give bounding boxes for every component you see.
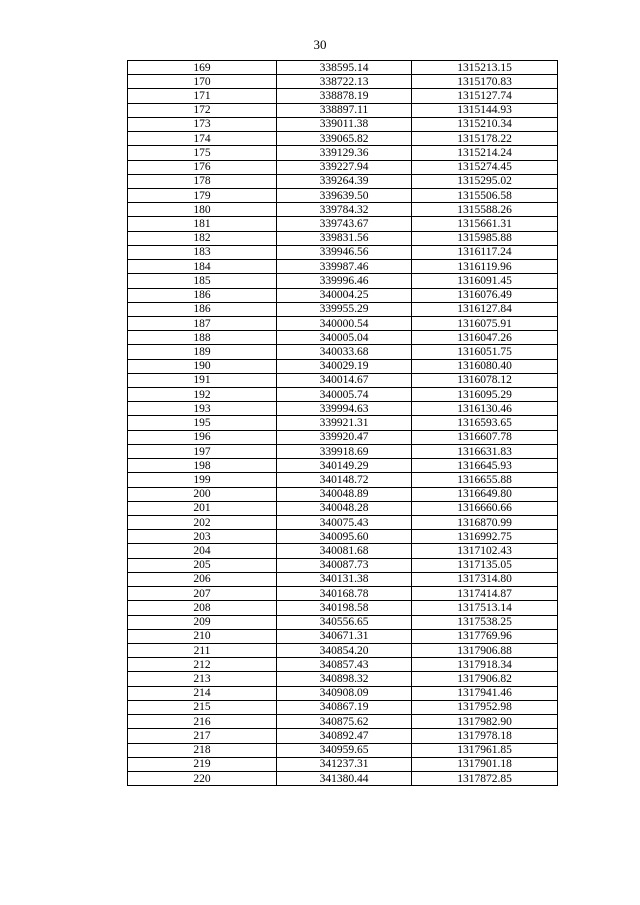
point-number-cell: 187 bbox=[128, 316, 277, 330]
point-number-cell: 184 bbox=[128, 260, 277, 274]
y-coordinate-cell: 1316095.29 bbox=[412, 388, 558, 402]
table-row bbox=[128, 359, 558, 373]
table-row bbox=[128, 516, 558, 530]
table-row bbox=[128, 288, 558, 302]
x-coordinate-cell: 339918.69 bbox=[277, 444, 412, 458]
x-coordinate-cell: 340149.29 bbox=[277, 459, 412, 473]
point-number-cell: 208 bbox=[128, 601, 277, 615]
x-coordinate-cell: 339955.29 bbox=[277, 302, 412, 316]
point-number-cell: 169 bbox=[128, 61, 277, 75]
point-number-cell: 220 bbox=[128, 771, 277, 785]
point-number-cell: 189 bbox=[128, 345, 277, 359]
y-coordinate-cell: 1315295.02 bbox=[412, 174, 558, 188]
coordinate-table bbox=[127, 60, 558, 786]
table-row bbox=[128, 302, 558, 316]
y-coordinate-cell: 1317906.82 bbox=[412, 672, 558, 686]
y-coordinate-cell: 1316655.88 bbox=[412, 473, 558, 487]
point-number-cell: 207 bbox=[128, 587, 277, 601]
point-number-cell: 201 bbox=[128, 501, 277, 515]
table-row bbox=[128, 729, 558, 743]
x-coordinate-cell: 339784.32 bbox=[277, 203, 412, 217]
x-coordinate-cell: 339920.47 bbox=[277, 430, 412, 444]
point-number-cell: 202 bbox=[128, 516, 277, 530]
table-row bbox=[128, 188, 558, 202]
y-coordinate-cell: 1316051.75 bbox=[412, 345, 558, 359]
x-coordinate-cell: 340014.67 bbox=[277, 373, 412, 387]
table-row bbox=[128, 700, 558, 714]
point-number-cell: 204 bbox=[128, 544, 277, 558]
table-row bbox=[128, 146, 558, 160]
x-coordinate-cell: 338722.13 bbox=[277, 75, 412, 89]
table-row bbox=[128, 260, 558, 274]
table-row bbox=[128, 231, 558, 245]
point-number-cell: 219 bbox=[128, 757, 277, 771]
x-coordinate-cell: 340148.72 bbox=[277, 473, 412, 487]
x-coordinate-cell: 340908.09 bbox=[277, 686, 412, 700]
y-coordinate-cell: 1317872.85 bbox=[412, 771, 558, 785]
point-number-cell: 212 bbox=[128, 658, 277, 672]
x-coordinate-cell: 340000.54 bbox=[277, 316, 412, 330]
table-row bbox=[128, 629, 558, 643]
table-row bbox=[128, 757, 558, 771]
y-coordinate-cell: 1315127.74 bbox=[412, 89, 558, 103]
table-row bbox=[128, 501, 558, 515]
x-coordinate-cell: 340004.25 bbox=[277, 288, 412, 302]
point-number-cell: 176 bbox=[128, 160, 277, 174]
y-coordinate-cell: 1317314.80 bbox=[412, 572, 558, 586]
y-coordinate-cell: 1317941.46 bbox=[412, 686, 558, 700]
point-number-cell: 217 bbox=[128, 729, 277, 743]
x-coordinate-cell: 339129.36 bbox=[277, 146, 412, 160]
x-coordinate-cell: 340131.38 bbox=[277, 572, 412, 586]
table-row bbox=[128, 373, 558, 387]
x-coordinate-cell: 340029.19 bbox=[277, 359, 412, 373]
table-row bbox=[128, 217, 558, 231]
x-coordinate-cell: 340867.19 bbox=[277, 700, 412, 714]
x-coordinate-cell: 340168.78 bbox=[277, 587, 412, 601]
y-coordinate-cell: 1317961.85 bbox=[412, 743, 558, 757]
table-row bbox=[128, 274, 558, 288]
table-row bbox=[128, 160, 558, 174]
x-coordinate-cell: 340005.04 bbox=[277, 331, 412, 345]
point-number-cell: 181 bbox=[128, 217, 277, 231]
page-number: 30 bbox=[313, 37, 327, 52]
table-row bbox=[128, 174, 558, 188]
table-row bbox=[128, 316, 558, 330]
y-coordinate-cell: 1315506.58 bbox=[412, 188, 558, 202]
table-row bbox=[128, 487, 558, 501]
y-coordinate-cell: 1316076.49 bbox=[412, 288, 558, 302]
table-row bbox=[128, 103, 558, 117]
y-coordinate-cell: 1316649.80 bbox=[412, 487, 558, 501]
table-row bbox=[128, 601, 558, 615]
point-number-cell: 179 bbox=[128, 188, 277, 202]
point-number-cell: 206 bbox=[128, 572, 277, 586]
x-coordinate-cell: 340892.47 bbox=[277, 729, 412, 743]
table-row bbox=[128, 331, 558, 345]
table-row bbox=[128, 743, 558, 757]
x-coordinate-cell: 340005.74 bbox=[277, 388, 412, 402]
point-number-cell: 205 bbox=[128, 558, 277, 572]
y-coordinate-cell: 1315661.31 bbox=[412, 217, 558, 231]
y-coordinate-cell: 1317982.90 bbox=[412, 715, 558, 729]
point-number-cell: 172 bbox=[128, 103, 277, 117]
y-coordinate-cell: 1317538.25 bbox=[412, 615, 558, 629]
point-number-cell: 215 bbox=[128, 700, 277, 714]
point-number-cell: 198 bbox=[128, 459, 277, 473]
y-coordinate-cell: 1316080.40 bbox=[412, 359, 558, 373]
table-row bbox=[128, 117, 558, 131]
y-coordinate-cell: 1317901.18 bbox=[412, 757, 558, 771]
x-coordinate-cell: 340087.73 bbox=[277, 558, 412, 572]
point-number-cell: 195 bbox=[128, 416, 277, 430]
y-coordinate-cell: 1316631.83 bbox=[412, 444, 558, 458]
table-row bbox=[128, 89, 558, 103]
y-coordinate-cell: 1317769.96 bbox=[412, 629, 558, 643]
point-number-cell: 180 bbox=[128, 203, 277, 217]
x-coordinate-cell: 339994.63 bbox=[277, 402, 412, 416]
table-row bbox=[128, 132, 558, 146]
table-row bbox=[128, 402, 558, 416]
y-coordinate-cell: 1317918.34 bbox=[412, 658, 558, 672]
y-coordinate-cell: 1315178.22 bbox=[412, 132, 558, 146]
point-number-cell: 174 bbox=[128, 132, 277, 146]
x-coordinate-cell: 339921.31 bbox=[277, 416, 412, 430]
table-row bbox=[128, 530, 558, 544]
y-coordinate-cell: 1315985.88 bbox=[412, 231, 558, 245]
y-coordinate-cell: 1316091.45 bbox=[412, 274, 558, 288]
point-number-cell: 190 bbox=[128, 359, 277, 373]
point-number-cell: 216 bbox=[128, 715, 277, 729]
y-coordinate-cell: 1317906.88 bbox=[412, 643, 558, 657]
table-row bbox=[128, 558, 558, 572]
x-coordinate-cell: 340854.20 bbox=[277, 643, 412, 657]
table-row bbox=[128, 444, 558, 458]
y-coordinate-cell: 1316870.99 bbox=[412, 516, 558, 530]
point-number-cell: 175 bbox=[128, 146, 277, 160]
y-coordinate-cell: 1315588.26 bbox=[412, 203, 558, 217]
y-coordinate-cell: 1317513.14 bbox=[412, 601, 558, 615]
x-coordinate-cell: 339065.82 bbox=[277, 132, 412, 146]
table-row bbox=[128, 416, 558, 430]
y-coordinate-cell: 1315170.83 bbox=[412, 75, 558, 89]
table-row bbox=[128, 75, 558, 89]
x-coordinate-cell: 339639.50 bbox=[277, 188, 412, 202]
point-number-cell: 173 bbox=[128, 117, 277, 131]
y-coordinate-cell: 1317952.98 bbox=[412, 700, 558, 714]
table-row bbox=[128, 686, 558, 700]
x-coordinate-cell: 339011.38 bbox=[277, 117, 412, 131]
x-coordinate-cell: 340048.28 bbox=[277, 501, 412, 515]
table-row bbox=[128, 715, 558, 729]
point-number-cell: 186 bbox=[128, 288, 277, 302]
x-coordinate-cell: 339946.56 bbox=[277, 245, 412, 259]
table-row bbox=[128, 388, 558, 402]
y-coordinate-cell: 1316130.46 bbox=[412, 402, 558, 416]
table-row bbox=[128, 473, 558, 487]
y-coordinate-cell: 1316645.93 bbox=[412, 459, 558, 473]
y-coordinate-cell: 1316660.66 bbox=[412, 501, 558, 515]
point-number-cell: 211 bbox=[128, 643, 277, 657]
table-row bbox=[128, 203, 558, 217]
point-number-cell: 200 bbox=[128, 487, 277, 501]
y-coordinate-cell: 1315144.93 bbox=[412, 103, 558, 117]
point-number-cell: 196 bbox=[128, 430, 277, 444]
table-row bbox=[128, 643, 558, 657]
point-number-cell: 218 bbox=[128, 743, 277, 757]
x-coordinate-cell: 341237.31 bbox=[277, 757, 412, 771]
x-coordinate-cell: 339264.39 bbox=[277, 174, 412, 188]
point-number-cell: 170 bbox=[128, 75, 277, 89]
x-coordinate-cell: 338595.14 bbox=[277, 61, 412, 75]
x-coordinate-cell: 339996.46 bbox=[277, 274, 412, 288]
y-coordinate-cell: 1316117.24 bbox=[412, 245, 558, 259]
table-row bbox=[128, 658, 558, 672]
point-number-cell: 193 bbox=[128, 402, 277, 416]
x-coordinate-cell: 340556.65 bbox=[277, 615, 412, 629]
table-row bbox=[128, 615, 558, 629]
table-row bbox=[128, 544, 558, 558]
x-coordinate-cell: 340857.43 bbox=[277, 658, 412, 672]
table-row bbox=[128, 459, 558, 473]
table-row bbox=[128, 771, 558, 785]
x-coordinate-cell: 339227.94 bbox=[277, 160, 412, 174]
point-number-cell: 210 bbox=[128, 629, 277, 643]
x-coordinate-cell: 340671.31 bbox=[277, 629, 412, 643]
x-coordinate-cell: 340033.68 bbox=[277, 345, 412, 359]
x-coordinate-cell: 340959.65 bbox=[277, 743, 412, 757]
x-coordinate-cell: 338878.19 bbox=[277, 89, 412, 103]
x-coordinate-cell: 341380.44 bbox=[277, 771, 412, 785]
y-coordinate-cell: 1317135.05 bbox=[412, 558, 558, 572]
point-number-cell: 209 bbox=[128, 615, 277, 629]
y-coordinate-cell: 1315214.24 bbox=[412, 146, 558, 160]
y-coordinate-cell: 1317414.87 bbox=[412, 587, 558, 601]
point-number-cell: 203 bbox=[128, 530, 277, 544]
point-number-cell: 171 bbox=[128, 89, 277, 103]
table-row bbox=[128, 572, 558, 586]
point-number-cell: 183 bbox=[128, 245, 277, 259]
y-coordinate-cell: 1316127.84 bbox=[412, 302, 558, 316]
point-number-cell: 197 bbox=[128, 444, 277, 458]
x-coordinate-cell: 340898.32 bbox=[277, 672, 412, 686]
x-coordinate-cell: 339743.67 bbox=[277, 217, 412, 231]
x-coordinate-cell: 339831.56 bbox=[277, 231, 412, 245]
point-number-cell: 214 bbox=[128, 686, 277, 700]
x-coordinate-cell: 339987.46 bbox=[277, 260, 412, 274]
point-number-cell: 178 bbox=[128, 174, 277, 188]
y-coordinate-cell: 1315274.45 bbox=[412, 160, 558, 174]
table-row bbox=[128, 345, 558, 359]
y-coordinate-cell: 1316593.65 bbox=[412, 416, 558, 430]
y-coordinate-cell: 1315210.34 bbox=[412, 117, 558, 131]
x-coordinate-cell: 340048.89 bbox=[277, 487, 412, 501]
table-body bbox=[128, 61, 558, 786]
y-coordinate-cell: 1317978.18 bbox=[412, 729, 558, 743]
point-number-cell: 199 bbox=[128, 473, 277, 487]
y-coordinate-cell: 1316075.91 bbox=[412, 316, 558, 330]
point-number-cell: 192 bbox=[128, 388, 277, 402]
y-coordinate-cell: 1316047.26 bbox=[412, 331, 558, 345]
x-coordinate-cell: 340875.62 bbox=[277, 715, 412, 729]
point-number-cell: 185 bbox=[128, 274, 277, 288]
y-coordinate-cell: 1317102.43 bbox=[412, 544, 558, 558]
y-coordinate-cell: 1316119.96 bbox=[412, 260, 558, 274]
table-row bbox=[128, 587, 558, 601]
table-row bbox=[128, 430, 558, 444]
point-number-cell: 188 bbox=[128, 331, 277, 345]
x-coordinate-cell: 338897.11 bbox=[277, 103, 412, 117]
table-row bbox=[128, 672, 558, 686]
y-coordinate-cell: 1316607.78 bbox=[412, 430, 558, 444]
point-number-cell: 191 bbox=[128, 373, 277, 387]
x-coordinate-cell: 340095.60 bbox=[277, 530, 412, 544]
table-row bbox=[128, 61, 558, 75]
point-number-cell: 213 bbox=[128, 672, 277, 686]
point-number-cell: 186 bbox=[128, 302, 277, 316]
table-row bbox=[128, 245, 558, 259]
x-coordinate-cell: 340081.68 bbox=[277, 544, 412, 558]
y-coordinate-cell: 1315213.15 bbox=[412, 61, 558, 75]
y-coordinate-cell: 1316078.12 bbox=[412, 373, 558, 387]
y-coordinate-cell: 1316992.75 bbox=[412, 530, 558, 544]
point-number-cell: 182 bbox=[128, 231, 277, 245]
x-coordinate-cell: 340198.58 bbox=[277, 601, 412, 615]
x-coordinate-cell: 340075.43 bbox=[277, 516, 412, 530]
